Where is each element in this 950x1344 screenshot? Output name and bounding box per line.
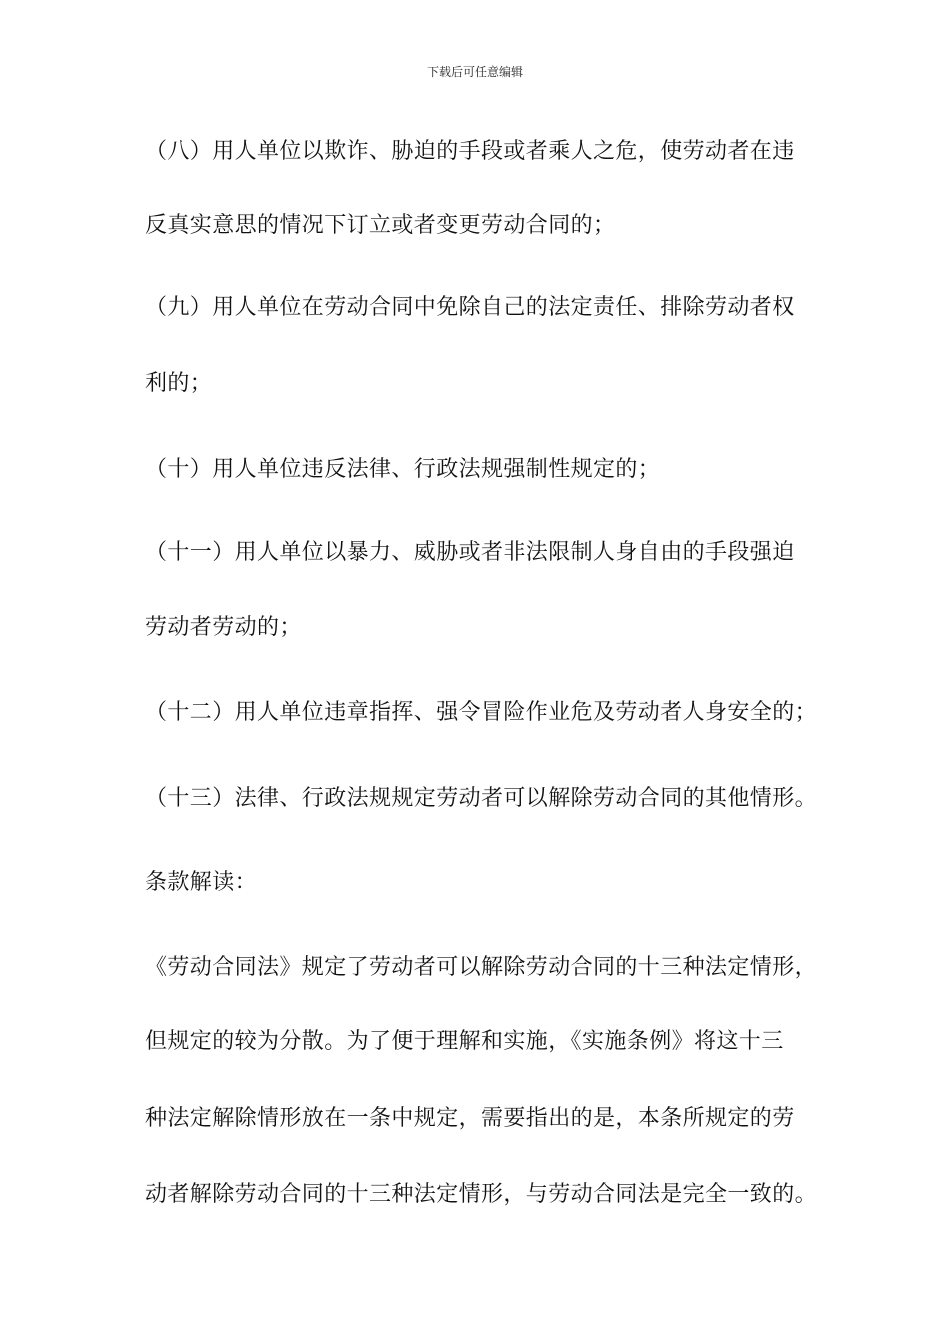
text-line-9: （十三）法律、行政法规规定劳动者可以解除劳动合同的其他情形。 <box>145 786 818 811</box>
text-line-2: 反真实意思的情况下订立或者变更劳动合同的； <box>145 213 616 238</box>
text-line-12: 但规定的较为分散。为了便于理解和实施，《实施条例》将这十三 <box>145 1029 784 1054</box>
text-line-11: 《劳动合同法》规定了劳动者可以解除劳动合同的十三种法定情形， <box>145 955 818 980</box>
page-header: 下载后可任意编辑 <box>426 65 523 79</box>
section-heading: 条款解读： <box>145 870 258 895</box>
text-line-6: （十一）用人单位以暴力、威胁或者非法限制人身自由的手段强迫 <box>145 540 795 565</box>
text-line-5: （十）用人单位违反法律、行政法规强制性规定的； <box>145 457 661 482</box>
text-line-4: 利的； <box>145 371 213 396</box>
text-line-3: （九）用人单位在劳动合同中免除自己的法定责任、排除劳动者权 <box>145 295 795 320</box>
text-line-14: 动者解除劳动合同的十三种法定情形，与劳动合同法是完全一致的。 <box>145 1182 818 1207</box>
text-line-1: （八）用人单位以欺诈、胁迫的手段或者乘人之危，使劳动者在违 <box>145 139 795 164</box>
text-line-13: 种法定解除情形放在一条中规定，需要指出的是，本条所规定的劳 <box>145 1106 795 1131</box>
text-line-7: 劳动者劳动的； <box>145 615 302 640</box>
text-line-8: （十二）用人单位违章指挥、强令冒险作业危及劳动者人身安全的； <box>145 700 818 725</box>
